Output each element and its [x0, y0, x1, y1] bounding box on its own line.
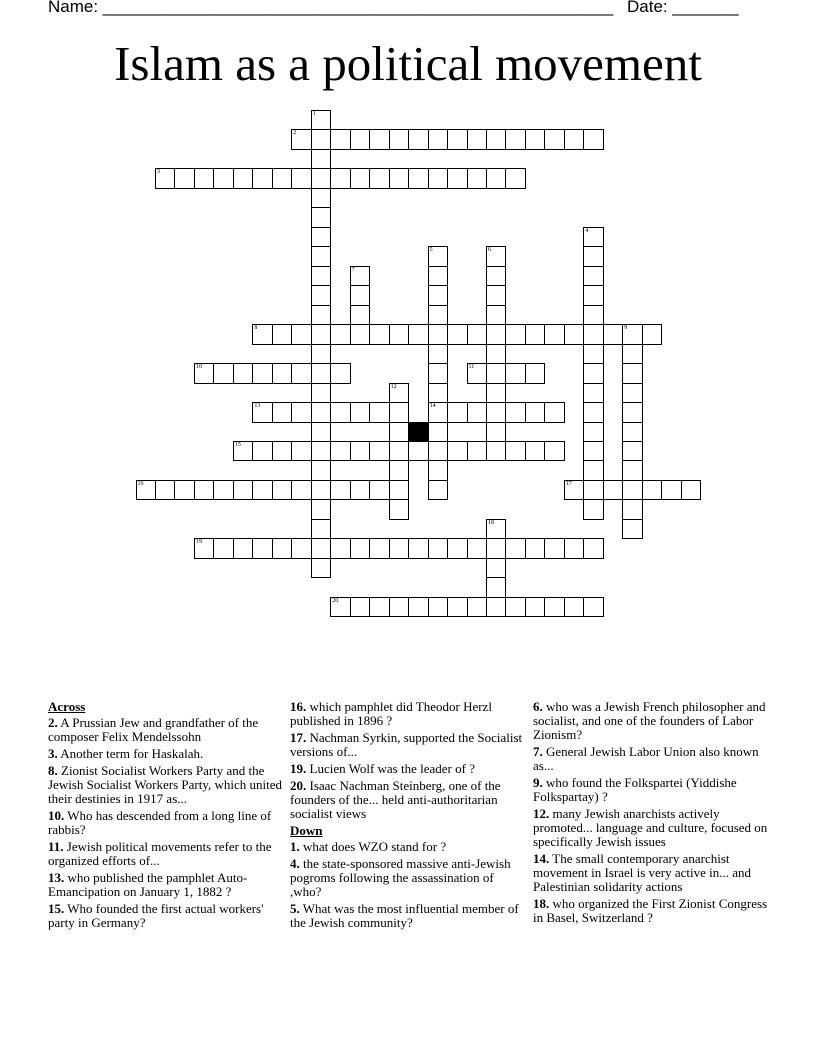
crossword-cell[interactable] — [622, 441, 643, 462]
crossword-cell[interactable] — [311, 383, 332, 404]
crossword-cell[interactable] — [505, 597, 526, 618]
crossword-cell[interactable] — [330, 441, 351, 462]
crossword-cell[interactable] — [505, 168, 526, 189]
crossword-cell[interactable] — [603, 324, 624, 345]
clue-across-10: 10. Who has descended from a long line of rabbis? — [48, 808, 272, 837]
crossword-cell[interactable] — [428, 324, 449, 345]
crossword-cell[interactable] — [486, 168, 507, 189]
crossword-cell[interactable] — [291, 324, 312, 345]
crossword-cell[interactable] — [311, 558, 332, 579]
clue-number: 20 — [332, 597, 339, 604]
crossword-cell[interactable] — [486, 383, 507, 404]
crossword-cell[interactable] — [330, 324, 351, 345]
clue-number: 11 — [468, 364, 475, 371]
clue-number: 7 — [351, 266, 355, 273]
crossword-cell[interactable] — [583, 383, 604, 404]
clue-across-16: 16. which pamphlet did Theodor Herzl published in 1896 ? — [290, 699, 492, 728]
crossword-cell[interactable] — [428, 285, 449, 306]
clue-across-11: 11. Jewish political movements refer to the organized efforts of... — [48, 839, 272, 868]
crossword-cell[interactable] — [252, 168, 273, 189]
crossword-cell[interactable] — [564, 129, 585, 150]
crossword-cell[interactable] — [350, 480, 371, 501]
crossword-cell[interactable] — [583, 246, 604, 267]
crossword-cell[interactable] — [291, 402, 312, 423]
black-cell — [408, 422, 429, 443]
crossword-cell[interactable] — [564, 480, 585, 501]
crossword-cell[interactable] — [272, 324, 293, 345]
crossword-cell[interactable] — [447, 538, 468, 559]
crossword-cell[interactable] — [467, 363, 488, 384]
clue-number: 3 — [157, 169, 160, 176]
crossword-cell[interactable] — [311, 149, 332, 170]
crossword-cell[interactable] — [369, 597, 390, 618]
crossword-cell[interactable] — [272, 538, 293, 559]
crossword-cell[interactable] — [311, 285, 332, 306]
crossword-cell[interactable] — [583, 538, 604, 559]
crossword-cell[interactable] — [486, 246, 507, 267]
crossword-cell[interactable] — [369, 324, 390, 345]
crossword-cell[interactable] — [486, 129, 507, 150]
crossword-cell[interactable] — [213, 168, 234, 189]
crossword-cell[interactable] — [525, 441, 546, 462]
crossword-cell[interactable] — [486, 577, 507, 598]
crossword-cell[interactable] — [350, 129, 371, 150]
crossword-cell[interactable] — [544, 129, 565, 150]
crossword-cell[interactable] — [447, 441, 468, 462]
crossword-cell[interactable] — [544, 324, 565, 345]
crossword-cell[interactable] — [252, 324, 273, 345]
crossword-cell[interactable] — [486, 305, 507, 326]
clue-number: 6 — [487, 247, 491, 254]
clue-column-1 — [48, 700, 284, 933]
crossword-cell[interactable] — [291, 129, 312, 150]
crossword-cell[interactable] — [544, 441, 565, 462]
crossword-cell[interactable] — [369, 480, 390, 501]
crossword-cell[interactable] — [642, 480, 663, 501]
crossword-cell[interactable] — [330, 129, 351, 150]
crossword-cell[interactable] — [213, 538, 234, 559]
crossword-cell[interactable] — [428, 168, 449, 189]
crossword-cell[interactable] — [583, 480, 604, 501]
crossword-cell[interactable] — [486, 558, 507, 579]
clue-number: 4 — [585, 227, 589, 234]
clue-down-9: 9. who found the Folkspartei (Yiddishe Folkspartay) ? — [533, 775, 737, 804]
clue-across-8: 8. Zionist Socialist Workers Party and the Jewish Socialist Workers Party, which united their destinies in 1917 as... — [48, 763, 283, 806]
crossword-cell[interactable] — [428, 441, 449, 462]
crossword-cell[interactable] — [350, 168, 371, 189]
clue-across-20: 20. Isaac Nachman Steinberg, one of the founders of the... held anti-authoritarian socialist views — [290, 778, 501, 821]
crossword-cell[interactable] — [272, 402, 293, 423]
clue-number: 15 — [234, 441, 241, 448]
crossword-cell[interactable] — [622, 383, 643, 404]
crossword-cell[interactable] — [311, 324, 332, 345]
crossword-cell[interactable] — [174, 480, 195, 501]
crossword-cell[interactable] — [622, 480, 643, 501]
crossword-cell[interactable] — [330, 597, 351, 618]
crossword-cell[interactable] — [428, 460, 449, 481]
clue-down-7: 7. General Jewish Labor Union also known as... — [533, 744, 759, 773]
crossword-cell[interactable] — [233, 441, 254, 462]
crossword-cell[interactable] — [447, 402, 468, 423]
crossword-cell[interactable] — [311, 207, 332, 228]
crossword-cell[interactable] — [642, 324, 663, 345]
crossword-cell[interactable] — [311, 422, 332, 443]
crossword-cell[interactable] — [194, 363, 215, 384]
crossword-cell[interactable] — [389, 480, 410, 501]
clue-number: 8 — [254, 325, 258, 332]
clue-number: 16 — [137, 480, 144, 487]
crossword-cell[interactable] — [252, 363, 273, 384]
crossword-cell[interactable] — [486, 597, 507, 618]
clue-number: 13 — [254, 403, 261, 410]
crossword-cell[interactable] — [525, 402, 546, 423]
crossword-cell[interactable] — [583, 499, 604, 520]
crossword-cell[interactable] — [311, 188, 332, 209]
crossword-cell[interactable] — [252, 538, 273, 559]
crossword-cell[interactable] — [447, 129, 468, 150]
crossword-cell[interactable] — [486, 266, 507, 287]
crossword-cell[interactable] — [389, 402, 410, 423]
crossword-cell[interactable] — [272, 363, 293, 384]
crossword-cell[interactable] — [583, 363, 604, 384]
crossword-cell[interactable] — [350, 538, 371, 559]
crossword-cell[interactable] — [408, 324, 429, 345]
crossword-cell[interactable] — [330, 480, 351, 501]
crossword-cell[interactable] — [681, 480, 702, 501]
clue-number: 17 — [565, 480, 572, 487]
crossword-cell[interactable] — [505, 538, 526, 559]
clue-number: 1 — [312, 111, 316, 117]
crossword-cell[interactable] — [291, 168, 312, 189]
crossword-cell[interactable] — [525, 597, 546, 618]
crossword-cell[interactable] — [486, 519, 507, 540]
crossword-cell[interactable] — [311, 344, 332, 365]
crossword-cell[interactable] — [389, 129, 410, 150]
crossword-cell[interactable] — [564, 597, 585, 618]
crossword-cell[interactable] — [174, 168, 195, 189]
crossword-cell[interactable] — [467, 441, 488, 462]
crossword-cell[interactable] — [369, 168, 390, 189]
crossword-cell[interactable] — [233, 363, 254, 384]
crossword-cell[interactable] — [428, 402, 449, 423]
clue-number: 12 — [390, 383, 397, 390]
crossword-cell[interactable] — [389, 441, 410, 462]
crossword-cell[interactable] — [525, 324, 546, 345]
crossword-cell[interactable] — [408, 441, 429, 462]
clue-down-4: 4. the state-sponsored massive anti-Jewish pogroms following the assassination of ,who? — [290, 856, 511, 899]
crossword-cell[interactable] — [408, 538, 429, 559]
crossword-cell[interactable] — [505, 324, 526, 345]
crossword-cell[interactable] — [622, 422, 643, 443]
crossword-cell[interactable] — [428, 305, 449, 326]
crossword-cell[interactable] — [291, 363, 312, 384]
crossword-cell[interactable] — [447, 168, 468, 189]
crossword-cell[interactable] — [583, 227, 604, 248]
crossword-cell[interactable] — [311, 305, 332, 326]
crossword-cell[interactable] — [467, 597, 488, 618]
crossword-cell[interactable] — [330, 363, 351, 384]
crossword-cell[interactable] — [213, 363, 234, 384]
clue-number: 9 — [624, 325, 628, 332]
crossword-cell[interactable] — [350, 597, 371, 618]
crossword-cell[interactable] — [369, 402, 390, 423]
crossword-cell[interactable] — [428, 597, 449, 618]
crossword-cell[interactable] — [311, 402, 332, 423]
crossword-cell[interactable] — [583, 129, 604, 150]
crossword-cell[interactable] — [505, 441, 526, 462]
name-field: Name: ______________________________________________________ — [48, 0, 614, 16]
crossword-cell[interactable] — [291, 480, 312, 501]
clue-number: 19 — [195, 539, 202, 546]
crossword-cell[interactable] — [350, 305, 371, 326]
crossword-cell[interactable] — [311, 168, 332, 189]
across-heading: Across — [48, 699, 86, 714]
crossword-cell[interactable] — [213, 480, 234, 501]
crossword-cell[interactable] — [369, 538, 390, 559]
crossword-cell[interactable] — [486, 363, 507, 384]
crossword-cell[interactable] — [525, 129, 546, 150]
crossword-cell[interactable] — [389, 460, 410, 481]
crossword-cell[interactable] — [389, 538, 410, 559]
crossword-cell[interactable] — [622, 324, 643, 345]
crossword-cell[interactable] — [486, 324, 507, 345]
crossword-cell[interactable] — [350, 324, 371, 345]
crossword-cell[interactable] — [311, 441, 332, 462]
crossword-cell[interactable] — [467, 129, 488, 150]
crossword-cell[interactable] — [311, 363, 332, 384]
crossword-cell[interactable] — [252, 480, 273, 501]
crossword-cell[interactable] — [622, 402, 643, 423]
crossword-cell[interactable] — [311, 266, 332, 287]
crossword-cell[interactable] — [525, 363, 546, 384]
clue-down-18: 18. who organized the First Zionist Congress in Basel, Switzerland ? — [533, 896, 768, 925]
crossword-cell[interactable] — [389, 422, 410, 443]
crossword-cell[interactable] — [252, 441, 273, 462]
crossword-cell[interactable] — [233, 168, 254, 189]
crossword-cell[interactable] — [583, 285, 604, 306]
crossword-cell[interactable] — [622, 519, 643, 540]
crossword-cell[interactable] — [350, 266, 371, 287]
crossword-cell[interactable] — [311, 519, 332, 540]
down-heading: Down — [290, 823, 323, 838]
crossword-cell[interactable] — [350, 441, 371, 462]
crossword-cell[interactable] — [544, 538, 565, 559]
crossword-cell[interactable] — [583, 344, 604, 365]
crossword-cell[interactable] — [505, 402, 526, 423]
crossword-cell[interactable] — [389, 499, 410, 520]
crossword-cell[interactable] — [583, 441, 604, 462]
crossword-cell[interactable] — [330, 168, 351, 189]
clue-number: 2 — [293, 130, 297, 137]
clue-down-14: 14. The small contemporary anarchist movement in Israel is very active in... and Palestinian solidarity actions — [533, 851, 752, 894]
crossword-cell[interactable] — [622, 363, 643, 384]
crossword-cell[interactable] — [428, 246, 449, 267]
crossword-cell[interactable] — [330, 538, 351, 559]
crossword-cell[interactable] — [447, 597, 468, 618]
crossword-cell[interactable] — [311, 227, 332, 248]
crossword-cell[interactable] — [564, 324, 585, 345]
crossword-cell[interactable] — [311, 110, 332, 131]
crossword-cell[interactable] — [311, 538, 332, 559]
crossword-cell[interactable] — [291, 538, 312, 559]
crossword-cell[interactable] — [428, 422, 449, 443]
clue-across-19: 19. Lucien Wolf was the leader of ? — [290, 761, 475, 776]
crossword-cell[interactable] — [330, 402, 351, 423]
crossword-cell[interactable] — [603, 480, 624, 501]
crossword-cell[interactable] — [428, 538, 449, 559]
crossword-cell[interactable] — [194, 538, 215, 559]
crossword-cell[interactable] — [369, 441, 390, 462]
crossword-cell[interactable] — [408, 129, 429, 150]
crossword-cell[interactable] — [544, 402, 565, 423]
crossword-cell[interactable] — [272, 168, 293, 189]
clue-across-3: 3. Another term for Haskalah. — [48, 746, 204, 761]
crossword-cell[interactable] — [583, 402, 604, 423]
crossword-cell[interactable] — [350, 402, 371, 423]
date-field: Date: _______ — [627, 0, 739, 16]
clue-down-6: 6. who was a Jewish French philosopher and socialist, and one of the founders of Labor Zionism? — [533, 699, 766, 742]
crossword-cell[interactable] — [583, 305, 604, 326]
crossword-cell[interactable] — [408, 168, 429, 189]
crossword-cell[interactable] — [408, 597, 429, 618]
clue-number: 18 — [487, 519, 494, 526]
crossword-cell[interactable] — [622, 344, 643, 365]
crossword-cell[interactable] — [583, 324, 604, 345]
crossword-cell[interactable] — [622, 460, 643, 481]
crossword-cell[interactable] — [486, 422, 507, 443]
crossword-cell[interactable] — [505, 363, 526, 384]
crossword-cell[interactable] — [311, 499, 332, 520]
crossword-cell[interactable] — [311, 246, 332, 267]
clue-column-3 — [533, 700, 769, 928]
crossword-cell[interactable] — [233, 538, 254, 559]
crossword-cell[interactable] — [564, 538, 585, 559]
crossword-cell[interactable] — [194, 168, 215, 189]
crossword-cell[interactable] — [525, 538, 546, 559]
crossword-cell[interactable] — [583, 597, 604, 618]
crossword-cell[interactable] — [428, 383, 449, 404]
crossword-cell[interactable] — [389, 168, 410, 189]
crossword-cell[interactable] — [155, 480, 176, 501]
crossword-cell[interactable] — [505, 129, 526, 150]
crossword-cell[interactable] — [447, 324, 468, 345]
crossword-cell[interactable] — [291, 441, 312, 462]
crossword-cell[interactable] — [233, 480, 254, 501]
clue-number: 14 — [429, 403, 436, 410]
crossword-cell[interactable] — [389, 324, 410, 345]
clue-across-2: 2. A Prussian Jew and grandfather of the composer Felix Mendelssohn — [48, 715, 259, 744]
crossword-cell[interactable] — [428, 363, 449, 384]
crossword-cell[interactable] — [428, 344, 449, 365]
crossword-cell[interactable] — [272, 441, 293, 462]
crossword-cell[interactable] — [486, 402, 507, 423]
clue-column-2 — [290, 700, 526, 933]
crossword-cell[interactable] — [311, 129, 332, 150]
crossword-cell[interactable] — [155, 168, 176, 189]
crossword-cell[interactable] — [389, 597, 410, 618]
crossword-cell[interactable] — [486, 285, 507, 306]
crossword-cell[interactable] — [583, 422, 604, 443]
crossword-cell[interactable] — [661, 480, 682, 501]
crossword-cell[interactable] — [428, 266, 449, 287]
page-title: Islam as a political movement — [114, 36, 702, 91]
crossword-cell[interactable] — [428, 480, 449, 501]
crossword-cell[interactable] — [467, 402, 488, 423]
clue-across-17: 17. Nachman Syrkin, supported the Socialist versions of... — [290, 730, 523, 759]
crossword-cell[interactable] — [194, 480, 215, 501]
crossword-cell[interactable] — [467, 168, 488, 189]
clue-number: 5 — [429, 247, 433, 254]
crossword-cell[interactable] — [311, 480, 332, 501]
clue-across-15: 15. Who founded the first actual workers' party in Germany? — [48, 901, 264, 930]
crossword-cell[interactable] — [583, 460, 604, 481]
crossword-cell[interactable] — [467, 538, 488, 559]
crossword-cell[interactable] — [350, 285, 371, 306]
clue-down-1: 1. what does WZO stand for ? — [290, 839, 447, 854]
clue-down-12: 12. many Jewish anarchists actively promoted... language and culture, focused on specifically Jewish issues — [533, 806, 768, 849]
crossword-cell[interactable] — [583, 266, 604, 287]
crossword-cell[interactable] — [544, 597, 565, 618]
crossword-cell[interactable] — [428, 129, 449, 150]
crossword-cell[interactable] — [389, 383, 410, 404]
crossword-cell[interactable] — [369, 129, 390, 150]
clue-number: 10 — [195, 364, 202, 371]
crossword-cell[interactable] — [272, 480, 293, 501]
crossword-cell[interactable] — [622, 499, 643, 520]
crossword-cell[interactable] — [136, 480, 157, 501]
clue-across-13: 13. who published the pamphlet Auto-Emancipation on January 1, 1882 ? — [48, 870, 248, 899]
clue-down-5: 5. What was the most influential member of the Jewish community? — [290, 901, 519, 930]
crossword-cell[interactable] — [486, 344, 507, 365]
crossword-cell[interactable] — [467, 324, 488, 345]
crossword-cell[interactable] — [252, 402, 273, 423]
crossword-cell[interactable] — [486, 538, 507, 559]
crossword-cell[interactable] — [486, 441, 507, 462]
crossword-cell[interactable] — [311, 460, 332, 481]
